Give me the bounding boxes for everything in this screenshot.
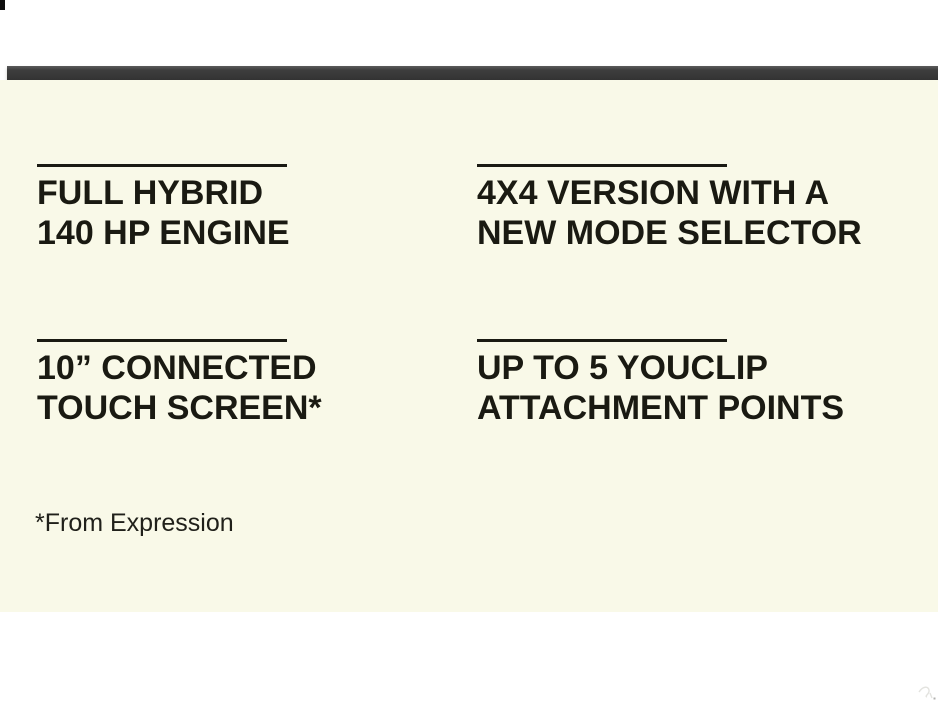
feature-touch-screen (37, 339, 457, 428)
heading-rule (37, 339, 287, 342)
heading-rule (37, 164, 287, 167)
content-panel (0, 80, 938, 612)
feature-title (37, 348, 457, 428)
feature-title-line: ATTACHMENT POINTS (477, 389, 845, 427)
corner-smudge (916, 680, 936, 700)
feature-title-line: FULL HYBRID (37, 174, 264, 212)
feature-youclip-points (477, 339, 897, 428)
feature-title-line: 4X4 VERSION WITH A (477, 174, 830, 212)
divider-bar (7, 66, 938, 80)
feature-full-hybrid-engine (37, 164, 457, 253)
feature-4x4-version (477, 164, 897, 253)
feature-title-line: 10” CONNECTED (37, 349, 317, 387)
feature-title-line: UP TO 5 YOUCLIP (477, 349, 768, 387)
feature-title-line: NEW MODE SELECTOR (477, 214, 862, 252)
feature-title (477, 173, 897, 253)
heading-rule (477, 164, 727, 167)
top-left-mark (0, 0, 5, 10)
footnote: *From Expression (35, 509, 234, 537)
feature-title (37, 173, 457, 253)
feature-title (477, 348, 897, 428)
heading-rule (477, 339, 727, 342)
feature-title-line: TOUCH SCREEN* (37, 389, 322, 427)
feature-title-line: 140 HP ENGINE (37, 214, 290, 252)
